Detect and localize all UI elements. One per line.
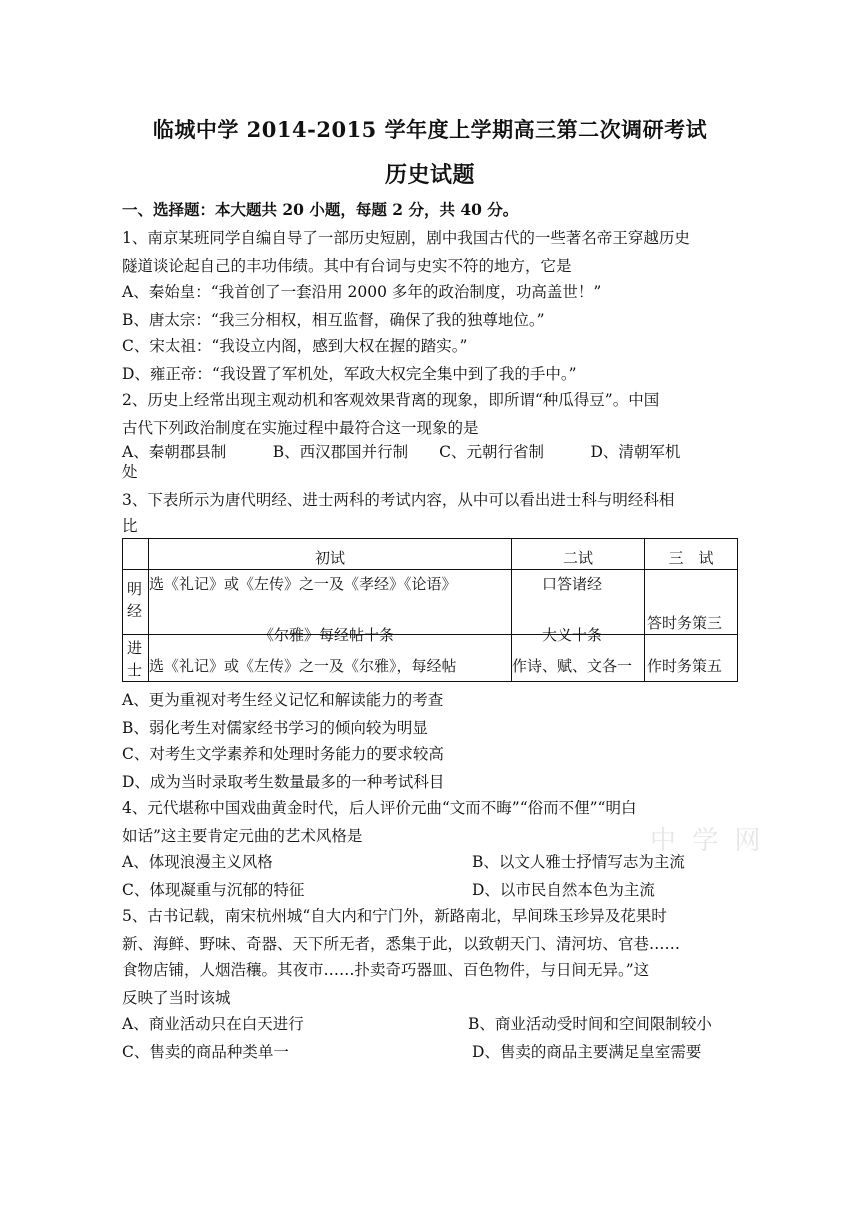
q2-options-wrap: 处	[122, 463, 138, 481]
exam-title: 临城中学 2014-2015 学年度上学期高三第二次调研考试	[152, 117, 708, 142]
header-third-exam: 三 试	[668, 549, 714, 567]
table-header-cell	[149, 539, 512, 570]
q1-stem-line2: 隧道谈论起自己的丰功伟绩。其中有台词与史实不符的地方，它是	[122, 257, 572, 275]
q1-option-c: C、宋太祖：“我设立内阁，感到大权在握的踏实。”	[122, 337, 468, 355]
q2-options: A、秦朝郡县制 B、西汉郡国并行制 C、元朝行省制 D、清朝军机	[122, 443, 681, 461]
mingjing-second-exam: 口答诸经	[542, 575, 603, 593]
exam-subtitle: 历史试题	[384, 162, 475, 188]
q3-stem-line2: 比	[122, 517, 138, 535]
table-cell	[149, 635, 512, 682]
q5-option-a: A、商业活动只在白天进行	[122, 1015, 304, 1033]
q2-stem-line1: 2、历史上经常出现主观动机和客观效果背离的现象，即所谓“种瓜得豆”。中国	[122, 391, 660, 409]
q2-stem-line2: 古代下列政治制度在实施过程中最符合这一现象的是	[122, 419, 479, 437]
q4-option-a: A、体现浪漫主义风格	[122, 853, 273, 871]
row-label-mingjing-bottom: 经	[127, 602, 143, 620]
watermark-text: 中 学 网	[650, 826, 765, 856]
q4-option-c: C、体现凝重与沉郁的特征	[122, 881, 305, 899]
jinshi-second-exam: 作诗、赋、文各一	[512, 657, 633, 675]
q3-option-c: C、对考生文学素养和处理时务能力的要求较高	[122, 745, 444, 763]
table-cell	[512, 635, 645, 682]
mingjing-first-exam: 选《礼记》或《左传》之一及《孝经》《论语》	[149, 575, 457, 593]
q4-stem-line1: 4、元代堪称中国戏曲黄金时代，后人评价元曲“文而不晦”“俗而不俚”“明白	[122, 799, 637, 817]
q1-option-d: D、雍正帝：“我设置了军机处，军政大权完全集中到了我的手中。”	[122, 365, 577, 383]
table-cell	[512, 570, 645, 644]
mingjing-second-exam-cut: 大义十条	[542, 626, 603, 644]
q1-option-b: B、唐太宗：“我三分相权，相互监督，确保了我的独尊地位。”	[122, 311, 545, 329]
row-label-cell	[123, 570, 149, 635]
table-cell	[645, 635, 738, 682]
table-header-cell	[645, 539, 738, 570]
q5-stem-line3: 食物店铺，人烟浩穰。其夜市……扑卖奇巧器皿、百色物件，与日间无异。”这	[122, 961, 650, 979]
q4-option-b: B、以文人雅士抒情写志为主流	[472, 853, 685, 871]
q5-stem-line1: 5、古书记载，南宋杭州城“自大内和宁门外，新路南北，早间珠玉珍异及花果时	[122, 907, 667, 925]
header-first-exam: 初试	[314, 549, 345, 567]
exam-content-table	[122, 538, 738, 682]
q3-option-d: D、成为当时录取考生数量最多的一种考试科目	[122, 773, 445, 791]
row-label-jinshi-bottom: 士	[127, 661, 143, 679]
row-label-jinshi-top: 进	[127, 639, 143, 657]
row-label-cell	[123, 635, 149, 682]
jinshi-first-exam: 选《礼记》或《左传》之一及《尔雅》，每经帖	[149, 657, 457, 675]
table-cell	[645, 570, 738, 635]
q5-option-b: B、商业活动受时间和空间限制较小	[468, 1015, 712, 1033]
jinshi-third-exam: 作时务策五	[647, 657, 723, 675]
table-cell	[149, 570, 512, 644]
q3-option-a: A、更为重视对考生经义记忆和解读能力的考查	[122, 691, 444, 709]
q5-option-c: C、售卖的商品种类单一	[122, 1043, 289, 1061]
section-heading: 一、选择题：本大题共 20 小题，每题 2 分，共 40 分。	[122, 200, 519, 219]
q4-stem-line2: 如话”这主要肯定元曲的艺术风格是	[122, 827, 363, 845]
q4-option-d: D、以市民自然本色为主流	[472, 881, 655, 899]
q5-option-d: D、售卖的商品主要满足皇室需要	[472, 1043, 702, 1061]
q3-stem-line1: 3、下表所示为唐代明经、进士两科的考试内容，从中可以看出进士科与明经科相	[122, 491, 675, 509]
header-second-exam: 二试	[562, 549, 593, 567]
mingjing-first-exam-cut: 《尔雅》每经帖十条	[259, 626, 395, 644]
table-header-cell	[512, 539, 645, 570]
table-row	[123, 635, 738, 682]
q1-stem-line1: 1、南京某班同学自编自导了一部历史短剧，剧中我国古代的一些著名帝王穿越历史	[122, 229, 690, 247]
q5-stem-line4: 反映了当时该城	[122, 989, 231, 1007]
q3-option-b: B、弱化考生对儒家经书学习的倾向较为明显	[122, 719, 428, 737]
q5-stem-line2: 新、海鲜、野味、奇器、天下所无者，悉集于此，以致朝天门、清河坊、官巷……	[122, 935, 681, 953]
table-header-row	[123, 539, 738, 570]
table-header-cell-empty	[123, 539, 149, 570]
mingjing-third-exam: 答时务策三	[647, 614, 723, 632]
row-label-mingjing-top: 明	[127, 580, 143, 598]
table-row	[123, 570, 738, 635]
q1-option-a: A、秦始皇：“我首创了一套沿用 2000 多年的政治制度，功高盖世！”	[122, 283, 602, 301]
